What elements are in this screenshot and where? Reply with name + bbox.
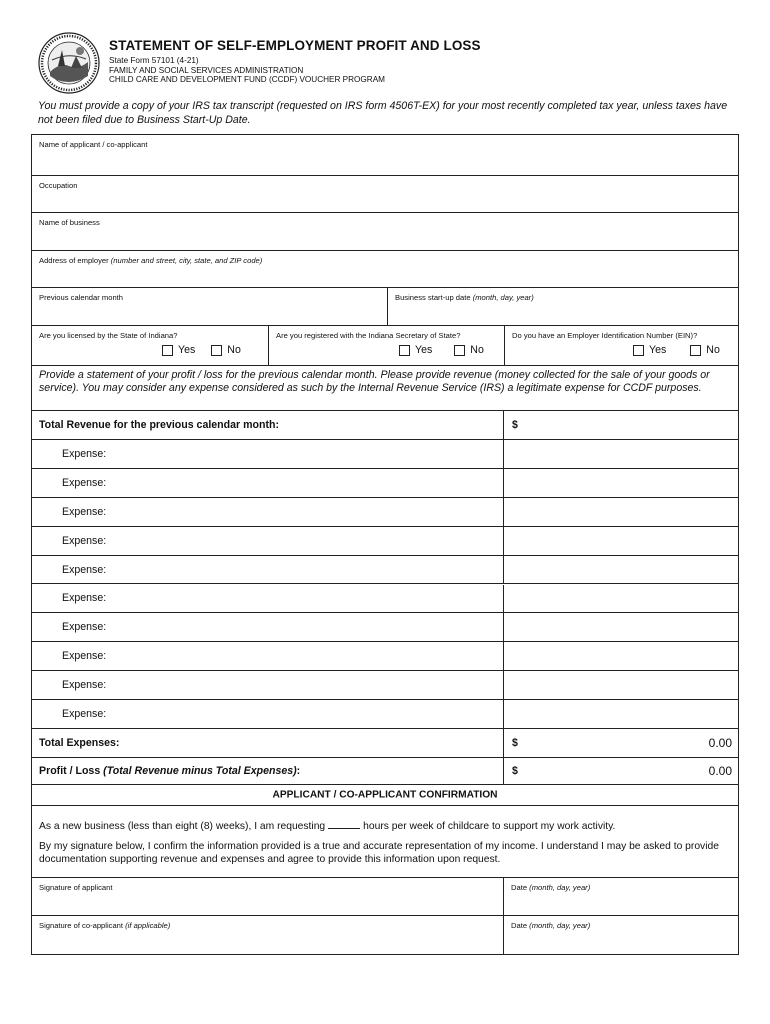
profit-loss-amount: 0.00 — [708, 764, 732, 778]
employer-address-field[interactable] — [32, 251, 738, 288]
expense-label: Expense: — [62, 447, 107, 460]
business-name-label: Name of business — [39, 218, 100, 227]
expense-label: Expense: — [62, 563, 107, 576]
confirmation-text-row — [32, 806, 738, 878]
expense-label: Expense: — [62, 534, 107, 547]
applicant-signature-row — [32, 878, 738, 916]
registered-no-checkbox[interactable]: No — [454, 344, 484, 356]
hours-input[interactable] — [328, 819, 360, 829]
expense-amount-field[interactable] — [503, 469, 738, 497]
expense-label: Expense: — [62, 650, 107, 663]
applicant-name-label: Name of applicant / co-applicant — [39, 140, 148, 149]
occupation-field[interactable] — [32, 176, 738, 213]
co-applicant-date-field[interactable] — [503, 916, 738, 954]
expense-row — [32, 440, 738, 469]
expense-row — [32, 585, 738, 614]
ein-yes-checkbox[interactable]: Yes — [633, 344, 666, 356]
expense-label: Expense: — [62, 476, 107, 489]
applicant-signature-label: Signature of applicant — [39, 883, 113, 892]
questions-row — [32, 326, 738, 366]
provide-statement-row — [32, 366, 738, 411]
signature-statement: By my signature below, I confirm the information provided is a true and accurate representation of my income. I understand I may be asked to provide documentation supporting revenue and expenses and agree to provide this information upon request. — [39, 841, 719, 865]
expense-amount-field[interactable] — [503, 642, 738, 670]
expense-label: Expense: — [62, 708, 107, 721]
registered-yes-checkbox[interactable]: Yes — [399, 344, 432, 356]
confirmation-header-row — [32, 785, 738, 806]
checkbox-icon — [162, 345, 173, 356]
total-expenses-row — [32, 729, 738, 758]
expense-row — [32, 527, 738, 556]
confirmation-title: APPLICANT / CO-APPLICANT CONFIRMATION — [272, 789, 498, 801]
checkbox-icon — [690, 345, 701, 356]
expense-label: Expense: — [62, 679, 107, 692]
total-revenue-label: Total Revenue for the previous calendar month: — [39, 419, 279, 431]
business-name-field[interactable] — [32, 213, 738, 251]
expense-row — [32, 556, 738, 585]
startup-date-field[interactable] — [387, 288, 738, 325]
employer-address-label: Address of employer (number and street, city, state, and ZIP code) — [39, 256, 263, 265]
expense-description-field[interactable] — [32, 556, 503, 584]
state-seal-logo — [38, 32, 100, 94]
provide-statement-text: Provide a statement of your profit / loss for the previous calendar month. Please provide revenue (money collected for the sale of your goods or service). You may consider any expense considered as such by the Internal Revenue Service (IRS) a legitimate expense for CCDF purposes. — [39, 369, 710, 394]
expense-row — [32, 700, 738, 729]
ein-no-checkbox[interactable]: No — [690, 344, 720, 356]
licensed-question — [32, 326, 268, 365]
form-table — [31, 134, 739, 955]
applicant-name-field[interactable] — [32, 135, 738, 176]
currency-symbol: $ — [512, 419, 518, 431]
ein-question — [504, 326, 738, 365]
expense-description-field[interactable] — [32, 613, 503, 641]
previous-month-label: Previous calendar month — [39, 293, 123, 302]
expense-amount-field[interactable] — [503, 440, 738, 468]
expense-row — [32, 671, 738, 700]
checkbox-icon — [211, 345, 222, 356]
expense-amount-field[interactable] — [503, 585, 738, 613]
currency-symbol: $ — [512, 765, 518, 777]
occupation-label: Occupation — [39, 181, 78, 190]
ein-question-label: Do you have an Employer Identification Number (EIN)? — [512, 331, 698, 340]
expense-amount-field[interactable] — [503, 671, 738, 699]
expense-row — [32, 469, 738, 498]
program-name: CHILD CARE AND DEVELOPMENT FUND (CCDF) VOUCHER PROGRAM — [109, 75, 385, 84]
expense-description-field[interactable] — [32, 527, 503, 555]
form-header — [38, 30, 738, 100]
checkbox-icon — [633, 345, 644, 356]
total-expenses-label: Total Expenses: — [39, 737, 120, 749]
licensed-yes-checkbox[interactable]: Yes — [162, 344, 195, 356]
expense-amount-field[interactable] — [503, 613, 738, 641]
applicant-signature-field[interactable] — [32, 878, 503, 915]
hours-request-text: As a new business (less than eight (8) weeks), I am requesting hours per week of childcare to support my work activity. — [39, 821, 616, 832]
form-number: State Form 57101 (4-21) — [109, 56, 199, 65]
expense-description-field[interactable] — [32, 469, 503, 497]
registered-question-label: Are you registered with the Indiana Secretary of State? — [276, 331, 461, 340]
registered-question — [268, 326, 504, 365]
co-applicant-signature-row — [32, 916, 738, 954]
co-applicant-signature-label: Signature of co-applicant (if applicable) — [39, 921, 171, 930]
expense-row — [32, 498, 738, 527]
applicant-date-field[interactable] — [503, 878, 738, 915]
intro-instructions: You must provide a copy of your IRS tax transcript (requested on IRS form 4506T-EX) for your most recently completed tax year, unless taxes have not been filed due to Business Start-Up Date. — [38, 100, 728, 126]
expense-description-field[interactable] — [32, 671, 503, 699]
form-title: STATEMENT OF SELF-EMPLOYMENT PROFIT AND LOSS — [109, 38, 481, 53]
agency-name: FAMILY AND SOCIAL SERVICES ADMINISTRATION — [109, 66, 304, 75]
month-date-row — [32, 288, 738, 326]
total-expenses-amount: 0.00 — [708, 736, 732, 750]
expense-label: Expense: — [62, 505, 107, 518]
expense-description-field[interactable] — [32, 440, 503, 468]
previous-month-field[interactable] — [32, 288, 387, 325]
expense-description-field[interactable] — [32, 585, 503, 613]
expense-description-field[interactable] — [32, 642, 503, 670]
expense-row — [32, 613, 738, 642]
currency-symbol: $ — [512, 737, 518, 749]
licensed-question-label: Are you licensed by the State of Indiana? — [39, 331, 178, 340]
total-expenses-value — [503, 729, 738, 757]
expense-amount-field[interactable] — [503, 556, 738, 584]
expense-amount-field[interactable] — [503, 700, 738, 728]
expense-amount-field[interactable] — [503, 498, 738, 526]
profit-loss-value — [503, 758, 738, 784]
profit-loss-label: Profit / Loss (Total Revenue minus Total Expenses): — [39, 765, 301, 777]
expense-label: Expense: — [62, 621, 107, 634]
expense-row — [32, 642, 738, 671]
expense-description-field[interactable] — [32, 700, 503, 728]
checkbox-icon — [454, 345, 465, 356]
co-applicant-signature-field[interactable] — [32, 916, 503, 954]
profit-loss-row — [32, 758, 738, 785]
expense-description-field[interactable] — [32, 498, 503, 526]
total-revenue-input[interactable] — [503, 411, 738, 439]
expense-label: Expense: — [62, 592, 107, 605]
applicant-date-label: Date (month, day, year) — [511, 883, 591, 892]
expense-amount-field[interactable] — [503, 527, 738, 555]
total-revenue-row — [32, 411, 738, 440]
checkbox-icon — [399, 345, 410, 356]
startup-date-label: Business start-up date (month, day, year) — [395, 293, 534, 302]
licensed-no-checkbox[interactable]: No — [211, 344, 241, 356]
co-applicant-date-label: Date (month, day, year) — [511, 921, 591, 930]
